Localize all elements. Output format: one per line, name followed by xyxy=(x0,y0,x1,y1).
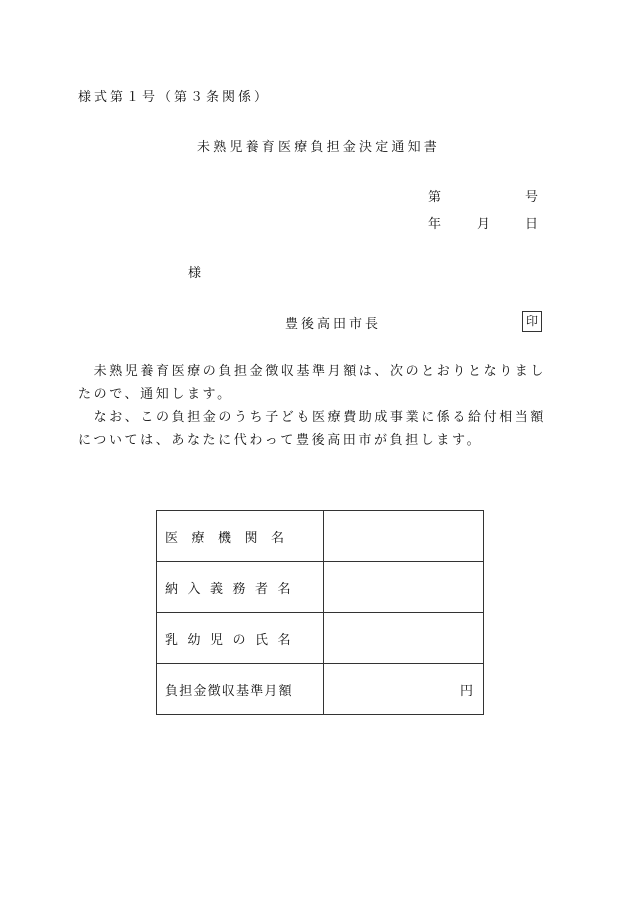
date-year: 年 xyxy=(428,217,442,232)
form-label: 様式第１号（第３条関係） xyxy=(78,90,271,105)
notice-paragraph-1: 未熟児養育医療の負担金徴収基準月額は、次のとおりとなりましたので、通知します。 xyxy=(78,364,547,402)
table-row xyxy=(157,511,484,562)
table-row xyxy=(157,613,484,664)
notice-body xyxy=(78,360,556,452)
monthly-amount-value: 円 xyxy=(324,664,484,715)
recipient-honorific: 様 xyxy=(188,266,202,281)
document-number-suffix: 号 xyxy=(525,190,539,205)
infant-name-value xyxy=(324,613,484,664)
date-month: 月 xyxy=(477,217,491,232)
medical-institution-label: 医療機関名 xyxy=(157,511,324,562)
seal-mark: 印 xyxy=(522,311,542,332)
date-day: 日 xyxy=(525,217,539,232)
notice-paragraph-2: なお、この負担金のうち子ども医療費助成事業に係る給付相当額については、あなたに代わって豊後高田市が負担します。 xyxy=(78,410,547,448)
medical-institution-value xyxy=(324,511,484,562)
payer-name-label: 納入義務者名 xyxy=(157,562,324,613)
payer-name-value xyxy=(324,562,484,613)
details-table xyxy=(156,510,484,715)
table-row xyxy=(157,664,484,715)
document-title: 未熟児養育医療負担金決定通知書 xyxy=(197,140,441,155)
table-row xyxy=(157,562,484,613)
monthly-amount-label: 負担金徴収基準月額 xyxy=(157,664,324,715)
issuer-name: 豊後高田市長 xyxy=(285,317,382,332)
infant-name-label: 乳幼児の氏名 xyxy=(157,613,324,664)
document-number-prefix: 第 xyxy=(428,190,442,205)
